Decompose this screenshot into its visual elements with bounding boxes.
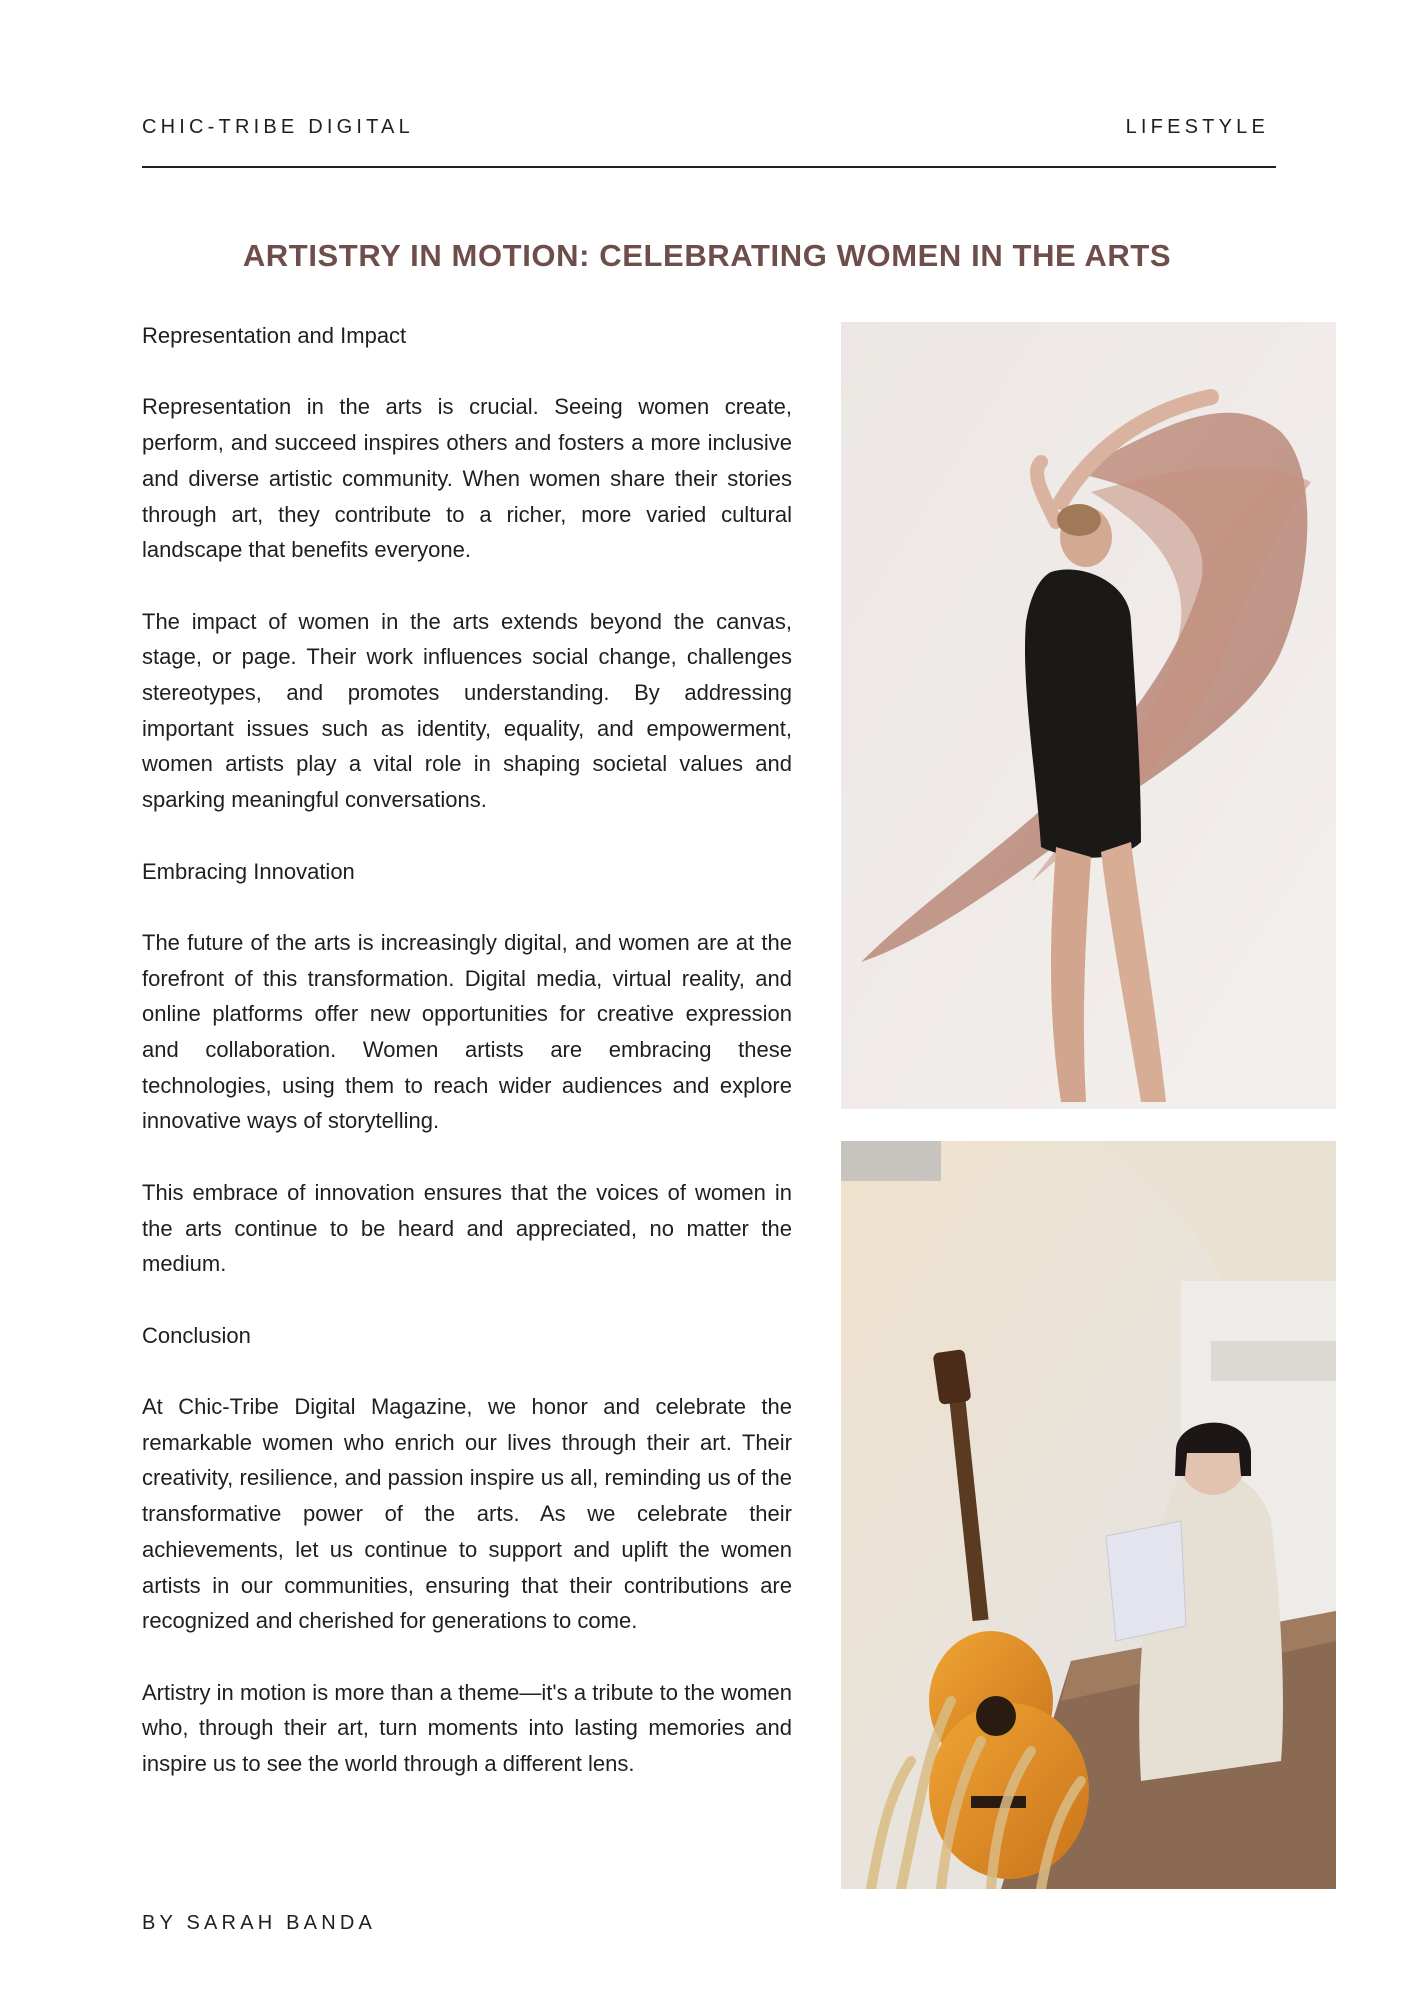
author-byline: BY SARAH BANDA [142, 1912, 377, 1934]
article-body [142, 318, 792, 1817]
section-label: LIFESTYLE [1125, 116, 1269, 138]
dancer-photo [841, 322, 1336, 1109]
body-paragraph: At Chic-Tribe Digital Magazine, we honor and celebrate the remarkable women who enrich our lives through their art. Their creativity, resilience, and passion inspire us all, reminding us of the transformative power of the arts. As we celebrate their achievements, let us continue to support and uplift the women artists in our communities, ensuring that their contributions are recognized and cherished for generations to come. [142, 1393, 792, 1634]
body-paragraph: Representation in the arts is crucial. Seeing women create, perform, and succeed inspires others and fosters a more inclusive and diverse artistic community. When women share their stories through art, they contribute to a richer, more varied cultural landscape that benefits everyone. [142, 394, 792, 563]
guitar-illustration [841, 1141, 1336, 1889]
body-paragraph: The future of the arts is increasingly digital, and women are at the forefront of this transformation. Digital media, virtual reality, and online platforms offer new opportunities for creative expression and collaboration. Women artists are embracing these technologies, using them to reach wider audiences and explore innovative ways of storytelling. [142, 929, 792, 1134]
body-paragraph: Artistry in motion is more than a theme—it's a tribute to the women who, through their art, turn moments into lasting memories and inspire us to see the world through a different lens. [142, 1679, 792, 1776]
body-paragraph: The impact of women in the arts extends beyond the canvas, stage, or page. Their work influences social change, challenges stereotypes, and promotes understanding. By addressing important issues such as identity, equality, and empowerment, women artists play a vital role in shaping societal values and sparking meaningful conversations. [142, 608, 792, 813]
section-heading: Conclusion [142, 1322, 251, 1348]
header-divider [142, 166, 1276, 168]
section-heading: Embracing Innovation [142, 858, 355, 884]
brand-name: CHIC-TRIBE DIGITAL [142, 116, 414, 138]
guitar-photo [841, 1141, 1336, 1889]
section-heading: Representation and Impact [142, 323, 407, 348]
dancer-illustration [841, 322, 1336, 1109]
body-paragraph: This embrace of innovation ensures that the voices of women in the arts continue to be heard and appreciated, no matter the medium. [142, 1179, 792, 1277]
article-title: ARTISTRY IN MOTION: CELEBRATING WOMEN IN THE ARTS [242, 238, 1172, 273]
